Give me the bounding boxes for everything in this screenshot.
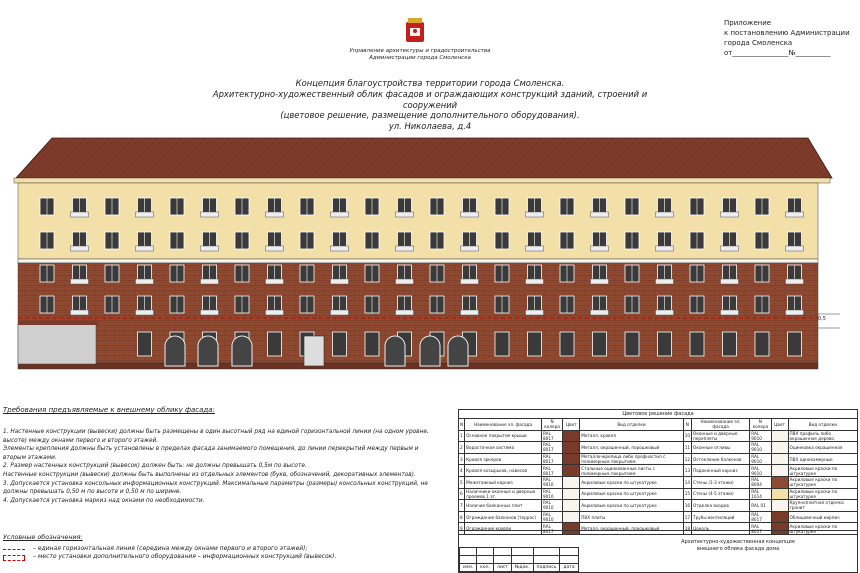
ground-window: [593, 332, 607, 356]
title-line-1: Концепция благоустройства территории города Смоленска.: [295, 78, 565, 88]
color-swatch: [771, 453, 788, 465]
table-cell: Стены (1-3 этажи): [692, 476, 750, 488]
table-cell: Акриловые краски по штукатурке: [580, 500, 683, 512]
table-cell: RAL 8017: [541, 465, 562, 477]
arched-door: [385, 336, 405, 366]
balcony: [136, 279, 154, 284]
arched-door: [165, 336, 185, 366]
balcony: [786, 310, 804, 315]
table-row: [459, 465, 858, 477]
balcony: [71, 279, 89, 284]
ground-window: [788, 332, 802, 356]
ground-window: [495, 332, 509, 356]
title-line-3: (цветовое решение, размещение дополнительного оборудования).: [280, 110, 580, 121]
roof-cornice: [14, 178, 830, 183]
ground-window: [365, 332, 379, 356]
requirement-1-note: Элементы крепления должны быть установлены в пределах фасада занимаемого помещения, до линии перекрытий между первым и вторым этажами.: [3, 446, 419, 461]
table-cell: RAL 9010: [541, 476, 562, 488]
table-cell: 4: [459, 465, 465, 477]
title-block-stamp: [458, 530, 858, 573]
ground-window: [658, 332, 672, 356]
table-cell: Кровля эркеров: [465, 453, 542, 465]
ground-window: [690, 332, 704, 356]
table-cell: 15: [683, 488, 691, 500]
table-cell: Водосточная система: [465, 442, 542, 454]
table-cell: RAL 9010: [750, 453, 771, 465]
appendix-block: [724, 18, 850, 58]
arched-door: [420, 336, 440, 366]
balcony: [721, 310, 739, 315]
color-swatch: [771, 442, 788, 454]
table-cell: RAL 8017: [541, 523, 562, 535]
balcony: [201, 246, 219, 251]
concept-name: Архитектурно-художественная концепция внешнего облика фасада дома: [681, 539, 795, 552]
table-cell: Металл. кровля: [580, 430, 683, 442]
balcony: [656, 246, 674, 251]
table-cell: RAL 9010: [750, 465, 771, 477]
table-row: [459, 476, 858, 488]
table-cell: RAL 9010: [541, 488, 562, 500]
color-swatch: [563, 511, 580, 523]
balcony: [331, 310, 349, 315]
color-swatch: [563, 442, 580, 454]
org-name: [330, 48, 510, 62]
requirements-text: [3, 428, 443, 505]
ground-window: [723, 332, 737, 356]
color-swatch: [563, 500, 580, 512]
table-cell: Кровля козырьков, навесов: [465, 465, 542, 477]
document-title: [190, 78, 670, 132]
balcony: [136, 310, 154, 315]
table-cell: RAL 8017: [750, 523, 771, 535]
balcony: [461, 246, 479, 251]
ground-window: [560, 332, 574, 356]
requirement-2: 2. Размер настенных конструкций (вывесок) должен быть: не должны превышать 0,5м по высоте.: [3, 463, 307, 470]
table-cell: ПВХ профиль либо окрашенное дерево: [788, 430, 857, 442]
table-cell: 3: [459, 453, 465, 465]
table-cell: Акриловые краски по штукатурке: [580, 488, 683, 500]
table-cell: Трубы вентиляций: [692, 511, 750, 523]
table-cell: Оцинковка окрашенная: [788, 442, 857, 454]
balcony: [786, 279, 804, 284]
balcony: [331, 246, 349, 251]
ground-window: [333, 332, 347, 356]
table-cell: Подоконный карниз: [692, 465, 750, 477]
table-cell: Металл, окрашенный, порошковый: [580, 523, 683, 535]
color-swatch: [771, 488, 788, 500]
legend-title: Условные обозначения:: [3, 533, 83, 541]
balcony: [266, 246, 284, 251]
facade-drawing: [0, 128, 860, 373]
color-swatch: [771, 511, 788, 523]
dashed-box-icon: [3, 555, 25, 561]
color-swatch: [771, 465, 788, 477]
legend-item-sign: – место установки дополнительного оборудования – информационных конструкций (вывесок).: [3, 553, 443, 561]
balcony: [461, 310, 479, 315]
ground-window: [268, 332, 282, 356]
plinth: [18, 363, 818, 369]
color-swatch: [563, 430, 580, 442]
dashed-line-icon: [3, 549, 25, 550]
org-line-2: Администрации города Смоленска: [369, 55, 471, 61]
ground-window: [138, 332, 152, 356]
table-row: [459, 500, 858, 512]
balcony: [201, 279, 219, 284]
table-row: [459, 488, 858, 500]
requirement-3: 3. Допускается установка консольных информационных конструкций. Максимальные параметры (размеры) консольных конструкций, не должны превышать 0,50 м по высоте и 0,50 м по ширине.: [3, 480, 429, 496]
table-cell: Наличники оконные и дверные проемов 1 эт.: [465, 488, 542, 500]
balcony: [331, 212, 349, 217]
balcony: [71, 246, 89, 251]
table-cell: 6: [459, 488, 465, 500]
table-cell: ПВХ плиты: [580, 511, 683, 523]
requirement-1: 1. Настенные конструкции (вывески) должны быть размещены в один высотный ряд на единой горизонтальной линии (на одном уровне, высоте) между окнами первого и второго этажей.: [3, 429, 429, 444]
table-cell: Наличие балконных плит: [465, 500, 542, 512]
table-cell: 10: [683, 430, 691, 442]
table-cell: Межэтажный карниз: [465, 476, 542, 488]
stamp-col: лист: [493, 564, 511, 572]
balcony: [461, 212, 479, 217]
color-swatch: [563, 465, 580, 477]
stamp-col: дата: [560, 564, 578, 572]
color-swatch: [563, 453, 580, 465]
roof: [16, 138, 832, 178]
table-cell: 11: [683, 442, 691, 454]
arched-door: [448, 336, 468, 366]
balcony: [331, 279, 349, 284]
legend: [3, 545, 443, 561]
table-cell: RAL 9010: [750, 430, 771, 442]
table-cell: Ограждение балконов (террас): [465, 511, 542, 523]
table-cell: Цоколь: [692, 523, 750, 535]
dimension-label: 0,5: [818, 316, 826, 322]
color-swatch: [563, 476, 580, 488]
shop-entrance: [18, 324, 96, 364]
table-cell: 7: [459, 500, 465, 512]
table-cell: RAL 8017: [541, 430, 562, 442]
smolensk-coat-of-arms-icon: [404, 16, 426, 44]
balcony: [526, 310, 544, 315]
balcony: [526, 246, 544, 251]
table-cell: Акриловые краски по штукатурке: [788, 488, 857, 500]
table-cell: Акриловые краски по штукатурке: [788, 476, 857, 488]
color-table-caption: Цветовое решение фасада: [459, 410, 858, 419]
table-row: [459, 430, 858, 442]
table-cell: 5: [459, 476, 465, 488]
appendix-line-3: города Смоленска: [724, 39, 793, 47]
ground-window: [755, 332, 769, 356]
balcony: [656, 279, 674, 284]
table-cell: RAL 8017: [750, 511, 771, 523]
entrance-canopy: [18, 321, 98, 325]
balcony: [266, 279, 284, 284]
balcony: [721, 212, 739, 217]
table-cell: Стены (4-5 этажи): [692, 488, 750, 500]
balcony: [656, 212, 674, 217]
requirements-title: Требования предъявляемые к внешнему облику фасада:: [3, 406, 215, 414]
balcony: [526, 212, 544, 217]
table-cell: RAL 8017: [541, 453, 562, 465]
table-header-row: N Наименование эл. фасада N колера Цвет Вид отделки N Наименование эл. фасада N колера Цвет Вид отделки: [459, 419, 858, 431]
appendix-line-1: Приложение: [724, 19, 772, 27]
table-cell: RAL 01: [750, 500, 771, 512]
balcony: [591, 246, 609, 251]
table-cell: RAL 9010: [541, 511, 562, 523]
interfloor-cornice: [18, 259, 818, 263]
stamp-col: кол.: [477, 564, 494, 572]
balcony: [526, 279, 544, 284]
table-cell: 9: [459, 523, 465, 535]
balcony: [396, 279, 414, 284]
balcony: [656, 310, 674, 315]
balcony: [136, 246, 154, 251]
color-swatch: [563, 488, 580, 500]
balcony: [591, 279, 609, 284]
table-cell: ПВХ однокамерные: [788, 453, 857, 465]
balcony: [266, 310, 284, 315]
balcony: [786, 246, 804, 251]
balcony: [201, 212, 219, 217]
table-cell: RAL 1014: [750, 488, 771, 500]
table-cell: Отделка входов: [692, 500, 750, 512]
balcony: [721, 279, 739, 284]
legend-item-line: – единая горизонтальная линия (середина между окнами первого и второго этажей);: [3, 545, 443, 553]
stamp-col: изм.: [460, 564, 477, 572]
table-cell: 16: [683, 500, 691, 512]
balcony: [786, 212, 804, 217]
balcony: [136, 212, 154, 217]
table-row: [459, 453, 858, 465]
stamp-col: №док.: [511, 564, 533, 572]
table-cell: 14: [683, 476, 691, 488]
table-cell: Крупноплитная отделка гранит: [788, 500, 857, 512]
color-swatch: [771, 500, 788, 512]
org-line-1: Управление архитектуры и градостроительства: [349, 48, 491, 54]
stamp-grid: [459, 547, 579, 572]
color-swatch: [771, 430, 788, 442]
balcony: [201, 310, 219, 315]
balcony: [591, 310, 609, 315]
table-cell: Металлочерепица либо профнастил с полимерным покрытием: [580, 453, 683, 465]
table-cell: 13: [683, 465, 691, 477]
table-cell: 18: [683, 523, 691, 535]
table-cell: Стальные оцинкованные листы с полимерным покрытием: [580, 465, 683, 477]
table-cell: Металл, окрашенный, порошковый: [580, 442, 683, 454]
table-row: [459, 442, 858, 454]
title-line-4: ул. Николаева, д.4: [388, 121, 472, 132]
table-row: [459, 511, 858, 523]
color-scheme-table: [458, 409, 858, 535]
table-cell: Облицовочный кирпич: [788, 511, 857, 523]
requirement-4: 4. Допускается установка маркиз над окнами по необходимости.: [3, 497, 205, 504]
stamp-col: подпись: [533, 564, 560, 572]
balcony: [721, 246, 739, 251]
table-cell: Основное покрытие крыши: [465, 430, 542, 442]
balcony: [266, 212, 284, 217]
table-cell: Ограждение кровли: [465, 523, 542, 535]
balcony: [396, 212, 414, 217]
table-cell: Акриловые краски по штукатурке: [580, 476, 683, 488]
table-cell: RAL 9010: [750, 442, 771, 454]
balcony: [396, 310, 414, 315]
arched-door: [198, 336, 218, 366]
appendix-line-4: от________________№__________: [724, 49, 831, 57]
table-cell: Акриловые краски по штукатурке: [788, 465, 857, 477]
table-cell: Оконные отливы: [692, 442, 750, 454]
balcony: [591, 212, 609, 217]
table-cell: 8: [459, 511, 465, 523]
ground-window: [528, 332, 542, 356]
balcony: [461, 279, 479, 284]
table-cell: RAL 8004: [750, 476, 771, 488]
table-cell: Акриловые краски по штукатурке: [788, 523, 857, 535]
table-cell: RAL 9010: [541, 500, 562, 512]
table-cell: Оконные и дверные переплеты: [692, 430, 750, 442]
title-line-2: Архитектурно-художественный облик фасадов и ограждающих конструкций зданий, строений и сооружений: [212, 88, 648, 110]
arched-door: [232, 336, 252, 366]
balcony: [71, 310, 89, 315]
ground-window: [625, 332, 639, 356]
table-cell: RAL 8017: [541, 442, 562, 454]
table-cell: 12: [683, 453, 691, 465]
entrance-door: [304, 336, 324, 366]
table-cell: 1: [459, 430, 465, 442]
color-swatch: [771, 476, 788, 488]
table-cell: Остекление балконов: [692, 453, 750, 465]
appendix-line-2: к постановлению Администрации: [724, 29, 850, 37]
balcony: [71, 212, 89, 217]
table-cell: 17: [683, 511, 691, 523]
table-cell: 2: [459, 442, 465, 454]
requirement-2-note: Настенные конструкции (вывески) должны быть выполнены из отдельных элементов (букв, обозначений, декоративных элементов).: [3, 471, 416, 478]
balcony: [396, 246, 414, 251]
